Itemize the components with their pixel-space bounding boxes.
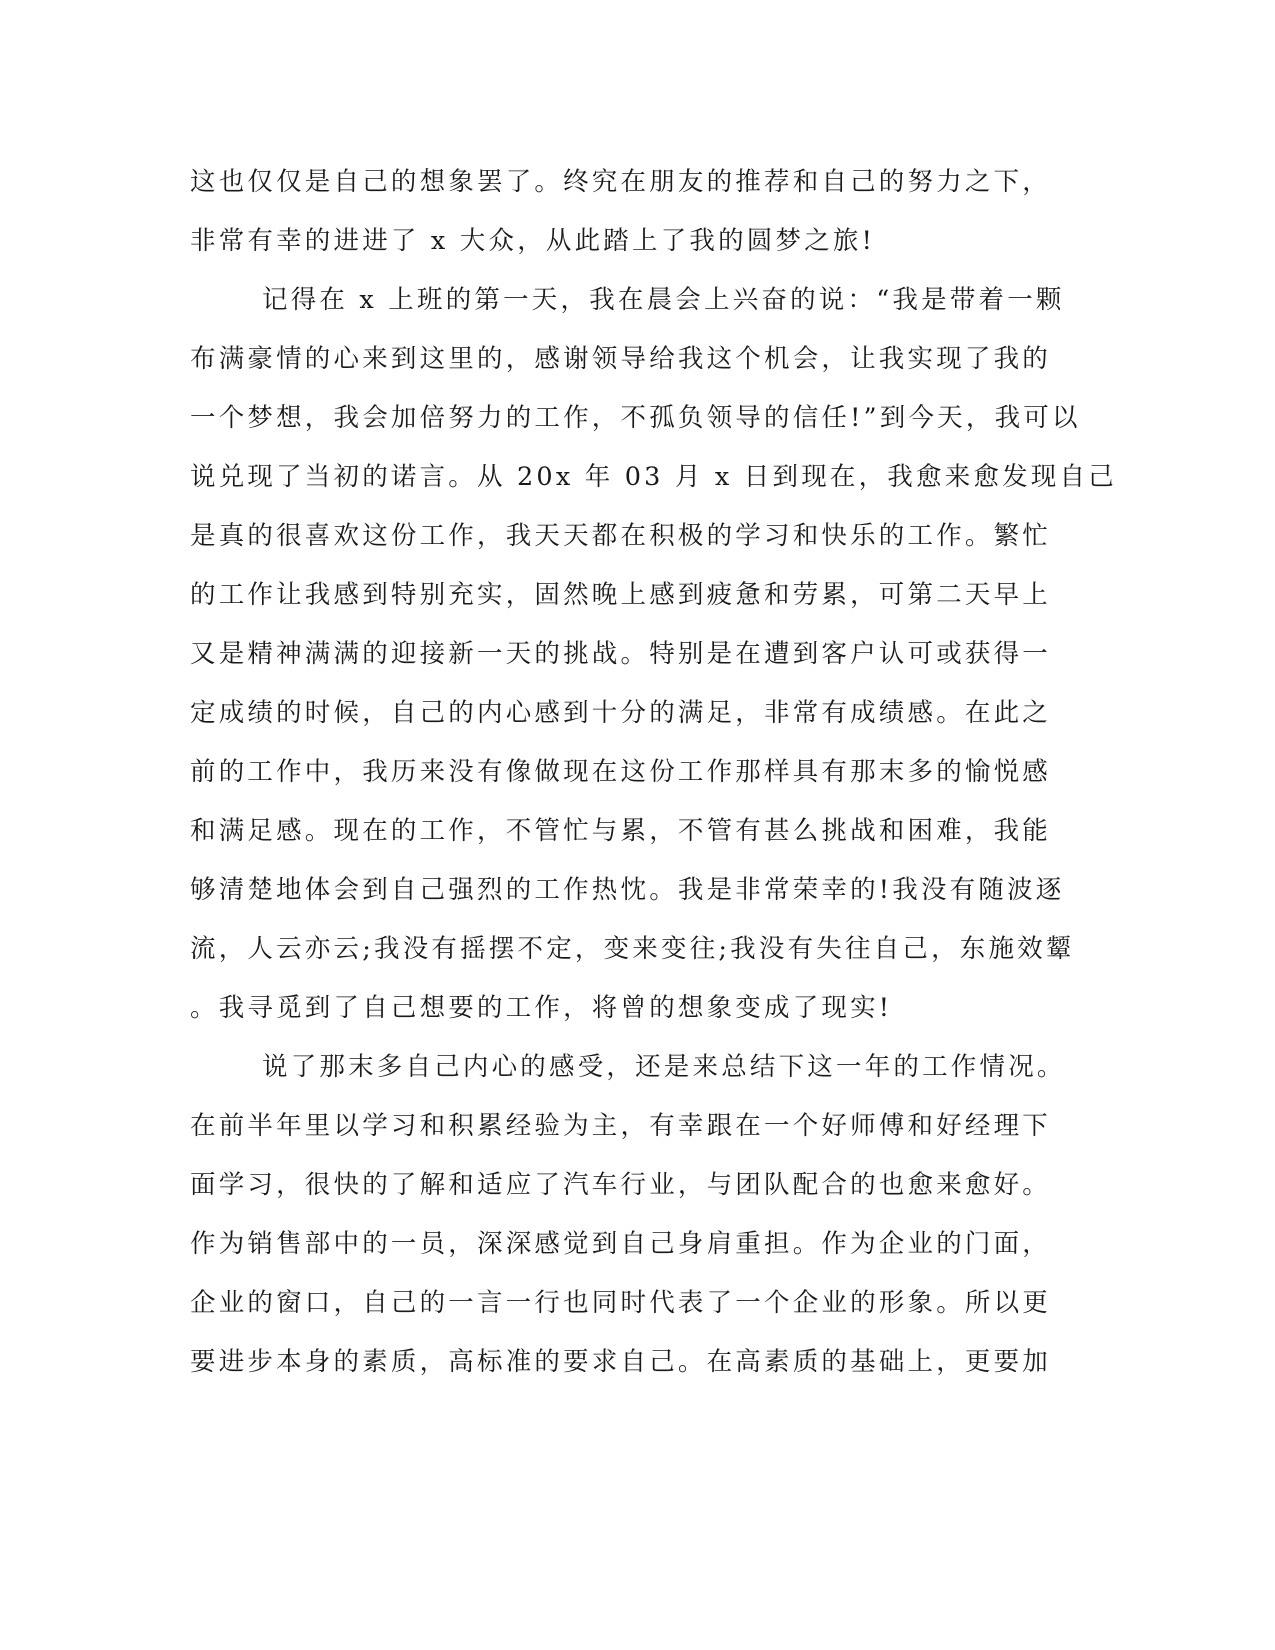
text-line: 要进步本身的素质，高标准的要求自己。在高素质的基础上，更要加 — [190, 1347, 1052, 1377]
text-line: 面学习，很快的了解和适应了汽车行业，与团队配合的也愈来愈好。 — [190, 1170, 1052, 1200]
text-line: 前的工作中，我历来没有像做现在这份工作那样具有那末多的愉悦感 — [190, 757, 1052, 787]
text-line: 一个梦想，我会加倍努力的工作，不孤负领导的信任!”到今天，我可以 — [190, 403, 1081, 433]
text-line: 企业的窗口，自己的一言一行也同时代表了一个企业的形象。所以更 — [190, 1288, 1052, 1318]
text-line: 在前半年里以学习和积累经验为主，有幸跟在一个好师傅和好经理下 — [190, 1111, 1052, 1141]
paragraph-first-line: 记得在 x 上班的第一天，我在晨会上兴奋的说：“我是带着一颗 — [262, 285, 1065, 315]
text-line: 是真的很喜欢这份工作，我天天都在积极的学习和快乐的工作。繁忙 — [190, 521, 1052, 551]
text-line: 又是精神满满的迎接新一天的挑战。特别是在遭到客户认可或获得一 — [190, 639, 1052, 669]
text-line: 流，人云亦云;我没有摇摆不定，变来变往;我没有失往自己，东施效颦 — [190, 934, 1075, 964]
text-line: 的工作让我感到特别充实，固然晚上感到疲惫和劳累，可第二天早上 — [190, 580, 1052, 610]
text-line: 够清楚地体会到自己强烈的工作热忱。我是非常荣幸的!我没有随波逐 — [190, 875, 1065, 905]
text-line: 。我寻觅到了自己想要的工作，将曾的想象变成了现实! — [190, 993, 893, 1023]
paragraph-first-line: 说了那末多自己内心的感受，还是来总结下这一年的工作情况。 — [262, 1052, 1066, 1082]
text-line: 说兑现了当初的诺言。从 20x 年 03 月 x 日到现在，我愈来愈发现自己 — [190, 462, 1117, 492]
text-line: 布满豪情的心来到这里的，感谢领导给我这个机会，让我实现了我的 — [190, 344, 1052, 374]
text-line: 这也仅仅是自己的想象罢了。终究在朋友的推荐和自己的努力之下， — [190, 167, 1052, 197]
text-line: 非常有幸的进进了 x 大众，从此踏上了我的圆梦之旅! — [190, 226, 876, 256]
text-line: 定成绩的时候，自己的内心感到十分的满足，非常有成绩感。在此之 — [190, 698, 1052, 728]
text-line: 和满足感。现在的工作，不管忙与累，不管有甚么挑战和困难，我能 — [190, 816, 1052, 846]
text-line: 作为销售部中的一员，深深感觉到自己身肩重担。作为企业的门面， — [190, 1229, 1052, 1259]
